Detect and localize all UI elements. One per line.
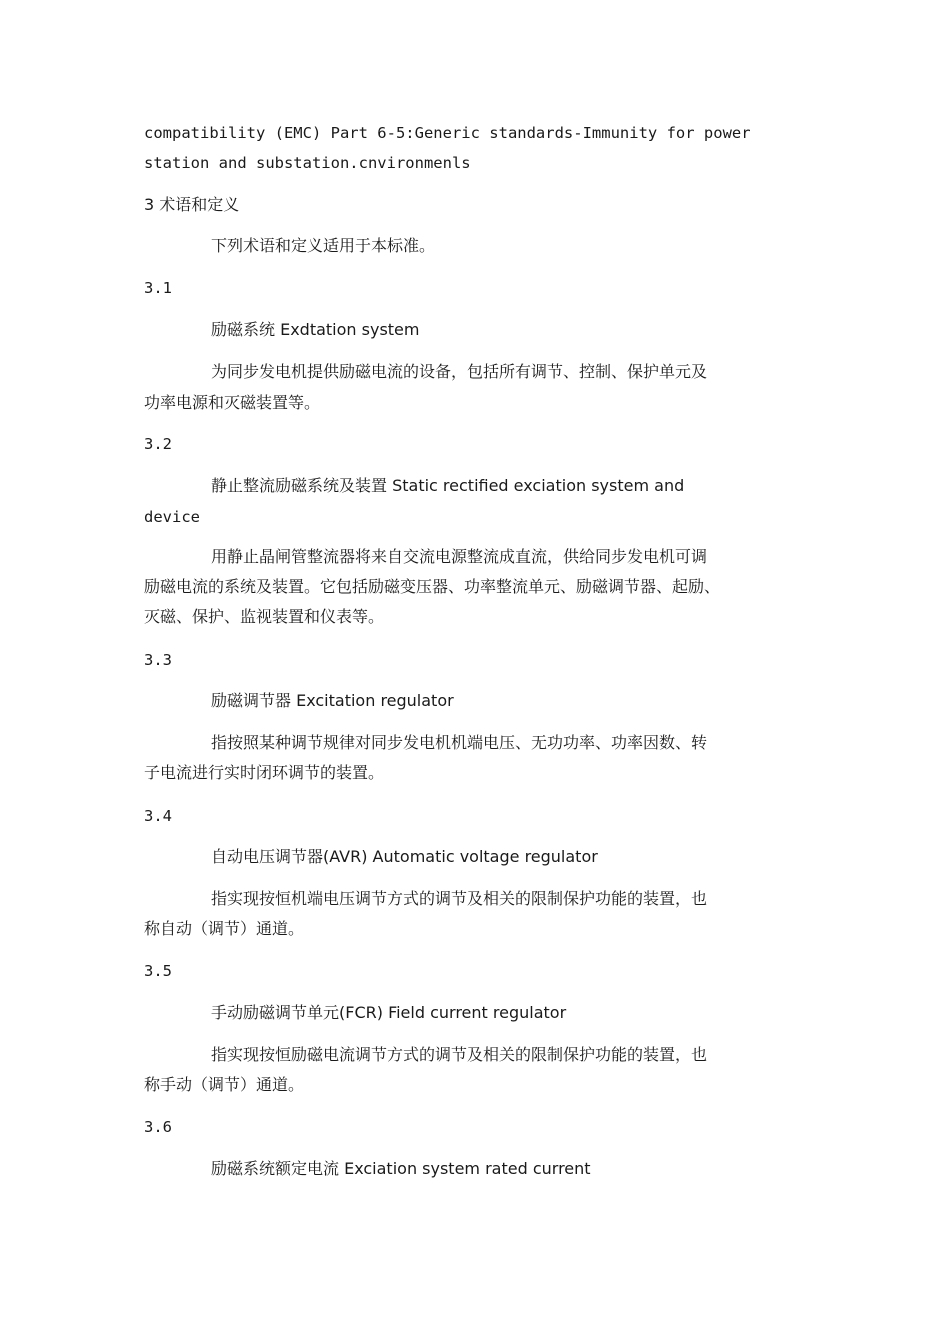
- intro-line-1: compatibility (EMC) Part 6-5:Generic standards-Immunity for power: [144, 124, 751, 142]
- term-definition-3-3-line-2: 子电流进行实时闭环调节的装置。: [144, 763, 385, 782]
- intro-line-2: station and substation.cnvironmenls: [144, 154, 471, 172]
- term-title-3-2-line-1: 静止整流励磁系统及装置 Static rectified exciation system and: [211, 476, 685, 495]
- term-number-3-5: 3.5: [144, 962, 172, 980]
- term-title-3-5: 手动励磁调节单元(FCR) Field current regulator: [211, 1003, 567, 1022]
- term-definition-3-2-line-2: 励磁电流的系统及装置。它包括励磁变压器、功率整流单元、励磁调节器、起励、: [144, 577, 721, 596]
- term-definition-3-5-line-1: 指实现按恒励磁电流调节方式的调节及相关的限制保护功能的装置，也: [211, 1045, 708, 1064]
- term-number-3-2: 3.2: [144, 435, 172, 453]
- term-title-3-2-line-2: device: [144, 508, 200, 526]
- term-definition-3-1-line-2: 功率电源和灭磁装置等。: [144, 393, 321, 412]
- term-title-3-4: 自动电压调节器(AVR) Automatic voltage regulator: [211, 847, 598, 866]
- term-number-3-6: 3.6: [144, 1118, 172, 1136]
- term-title-3-6: 励磁系统额定电流 Exciation system rated current: [211, 1159, 591, 1178]
- term-title-3-3: 励磁调节器 Excitation regulator: [211, 691, 454, 710]
- term-definition-3-4-line-2: 称自动（调节）通道。: [144, 919, 305, 938]
- section-heading: 3 术语和定义: [144, 195, 240, 214]
- term-definition-3-1-line-1: 为同步发电机提供励磁电流的设备，包括所有调节、控制、保护单元及: [211, 362, 708, 381]
- term-number-3-1: 3.1: [144, 279, 172, 297]
- term-definition-3-5-line-2: 称手动（调节）通道。: [144, 1075, 305, 1094]
- term-definition-3-2-line-3: 灭磁、保护、监视装置和仪表等。: [144, 607, 385, 626]
- term-definition-3-3-line-1: 指按照某种调节规律对同步发电机机端电压、无功功率、功率因数、转: [211, 733, 708, 752]
- term-number-3-4: 3.4: [144, 807, 172, 825]
- term-definition-3-4-line-1: 指实现按恒机端电压调节方式的调节及相关的限制保护功能的装置，也: [211, 889, 708, 908]
- term-number-3-3: 3.3: [144, 651, 172, 669]
- section-intro: 下列术语和定义适用于本标准。: [211, 236, 436, 255]
- term-definition-3-2-line-1: 用静止晶闸管整流器将来自交流电源整流成直流，供给同步发电机可调: [211, 547, 708, 566]
- term-title-3-1: 励磁系统 Exdtation system: [211, 320, 420, 339]
